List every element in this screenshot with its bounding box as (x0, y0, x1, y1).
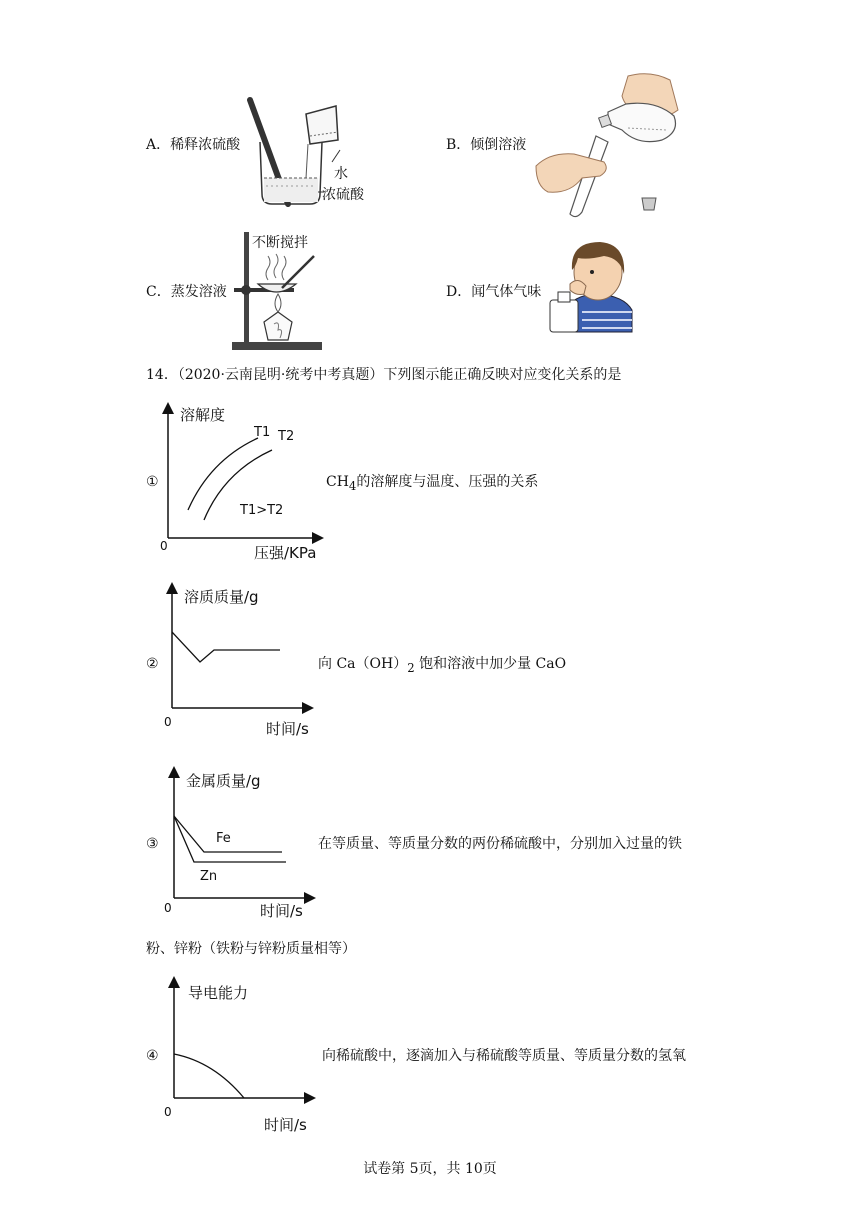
graph-3-origin: 0 (164, 901, 172, 915)
stir-label: 不断搅拌 (252, 235, 308, 251)
graph-3-zn-label: Zn (200, 869, 218, 884)
item-3-desc-continued: 粉、锌粉（铁粉与锌粉质量相等） (146, 941, 356, 957)
graph-2-ylabel: 溶质质量/g (184, 588, 259, 606)
graph-3-fe-label: Fe (216, 831, 231, 846)
conc-acid-label: 浓硫酸 (322, 187, 364, 203)
option-c-label: C．蒸发溶液 (146, 284, 227, 300)
pour-solution-illustration (530, 70, 680, 220)
graph-1-note: T1>T2 (240, 503, 284, 518)
graph-1-t2-label: T2 (278, 429, 295, 444)
graph-3-metal-mass (156, 762, 316, 922)
item-4-marker: ④ (146, 1048, 159, 1064)
item-1-marker: ① (146, 474, 159, 490)
graph-2-solute-mass (156, 580, 316, 740)
graph-4-xlabel: 时间/s (264, 1116, 307, 1134)
option-a-label: A．稀释浓硫酸 (146, 137, 241, 153)
graph-2-origin: 0 (164, 715, 172, 729)
graph-4-origin: 0 (164, 1105, 172, 1119)
graph-1-xlabel: 压强/KPa (254, 544, 317, 562)
graph-3-xlabel: 时间/s (260, 902, 303, 920)
water-label: 水 (334, 166, 348, 182)
item-4-desc: 向稀硫酸中，逐滴加入与稀硫酸等质量、等质量分数的氢氧 (322, 1048, 686, 1064)
item-3-desc: 在等质量、等质量分数的两份稀硫酸中，分别加入过量的铁 (318, 836, 682, 852)
graph-1-solubility (150, 398, 340, 562)
page-footer: 试卷第 5页，共 10页 (363, 1161, 497, 1177)
graph-1-t1-label: T1 (254, 425, 271, 440)
item-2-desc: 向 $Ca(OH)_2$ 饱和溶液中加少量 CaO (318, 656, 567, 675)
option-b-label: B．倾倒溶液 (446, 137, 527, 153)
graph-4-ylabel: 导电能力 (188, 984, 249, 1002)
graph-1-ylabel: 溶解度 (180, 406, 226, 424)
graph-1-origin: 0 (160, 539, 168, 553)
graph-2-xlabel: 时间/s (266, 720, 309, 738)
graph-4-conductivity (156, 974, 316, 1136)
graph-3-ylabel: 金属质量/g (186, 772, 261, 790)
item-3-marker: ③ (146, 836, 159, 852)
smell-gas-illustration (548, 236, 634, 334)
q14-stem: 14．（2020·云南昆明·统考中考真题）下列图示能正确反映对应变化关系的是 (146, 367, 622, 383)
item-2-marker: ② (146, 656, 159, 672)
item-1-desc: $CH_4$的溶解度与温度、压强的关系 (326, 474, 539, 493)
option-d-label: D．闻气体气味 (446, 284, 542, 300)
